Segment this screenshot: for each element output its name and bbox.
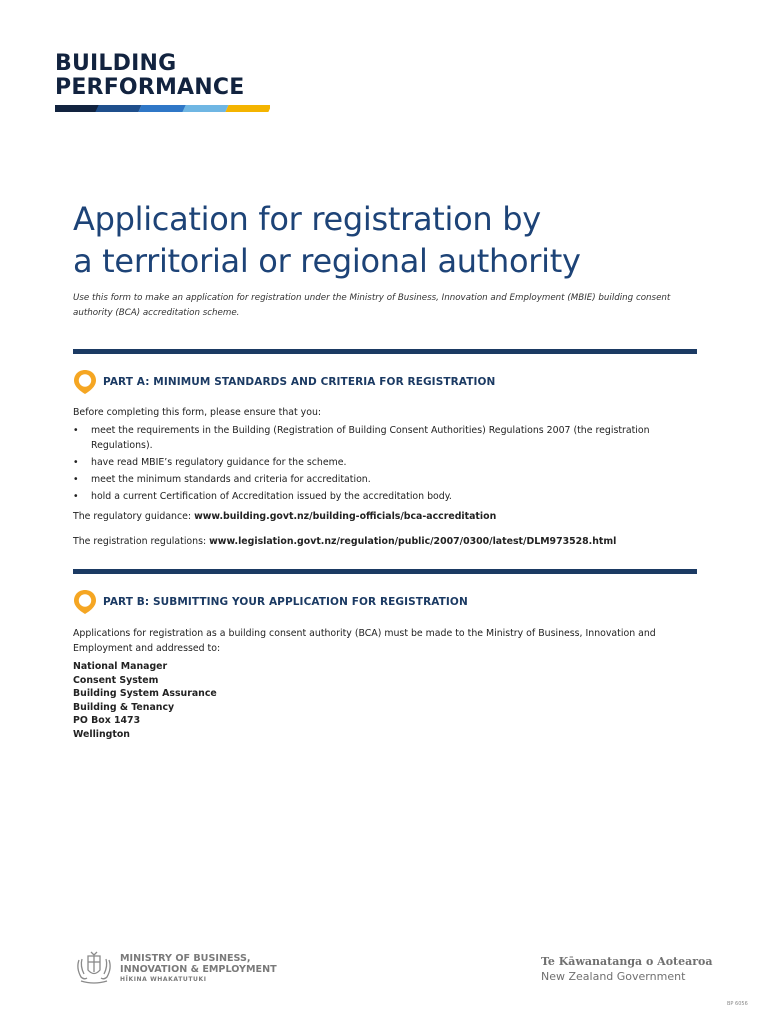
part-b-lead: Applications for registration as a building consent authority (BCA) must be made to the Ministry of Business, Innovation and Employment and addressed to: [73,628,656,654]
building-performance-logo [55,52,244,100]
guidance-link[interactable]: www.building.govt.nz/building-officials/bca-accreditation [194,511,497,522]
regulations-line [73,534,697,549]
address-line: Consent System [73,674,159,686]
part-a-heading [73,369,495,395]
requirements-list [73,423,697,506]
govt-maori-name: Te Kāwanatanga o Aotearoa [541,955,713,968]
nz-coat-of-arms-icon [73,950,115,986]
location-pin-icon [73,589,97,615]
govt-english-name: New Zealand Government [541,970,686,983]
ministry-line-1: MINISTRY OF BUSINESS, [120,952,251,964]
page-title [73,198,581,282]
part-a-title: PART A: MINIMUM STANDARDS AND CRITERIA FOR REGISTRATION [103,376,496,388]
address-line: Wellington [73,728,130,740]
address-line: PO Box 1473 [73,715,141,726]
list-item: • meet the requirements in the Building (Registration of Building Consent Authorities) Regulations 2007 (the registration Regulations). [73,423,697,453]
title-line-2: a territorial or regional authority [73,242,581,280]
list-item: • have read MBIE’s regulatory guidance for the scheme. [73,455,697,470]
part-a-lead: Before completing this form, please ensure that you: [73,407,322,418]
regulations-link[interactable]: www.legislation.govt.nz/regulation/public/2007/0300/latest/DLM973528.html [209,536,617,547]
guidance-label: The regulatory guidance: [73,511,195,522]
guidance-line [73,509,697,524]
nz-government-logo [541,955,713,983]
list-item: • meet the minimum standards and criteria for accreditation. [73,472,697,487]
list-item: • hold a current Certification of Accreditation issued by the accreditation body. [73,489,697,504]
address-line: Building System Assurance [73,688,217,699]
part-b-heading [73,589,468,615]
mbie-logo [73,950,277,986]
location-pin-icon [73,369,97,395]
ministry-maori-name: HĪKINA WHAKATUTUKI [120,975,207,983]
logo-line-2: PERFORMANCE [55,75,245,100]
logo-line-1: BUILDING [55,51,177,76]
intro-text: Use this form to make an application for registration under the Ministry of Business, Innovation and Employment (MBIE) building consent authority (BCA) accreditation scheme. [73,293,671,318]
mailing-address [73,660,217,741]
logo-color-bar [55,105,270,112]
regulations-label: The registration regulations: [73,536,210,547]
title-line-1: Application for registration by [73,200,541,238]
part-b-title: PART B: SUBMITTING YOUR APPLICATION FOR REGISTRATION [103,596,468,608]
section-divider-b [73,569,697,574]
address-line: National Manager [73,661,168,672]
form-code: BP 6056 [727,1001,748,1007]
ministry-line-2: INNOVATION & EMPLOYMENT [120,963,277,975]
address-line: Building & Tenancy [73,701,175,713]
section-divider-a [73,349,697,354]
